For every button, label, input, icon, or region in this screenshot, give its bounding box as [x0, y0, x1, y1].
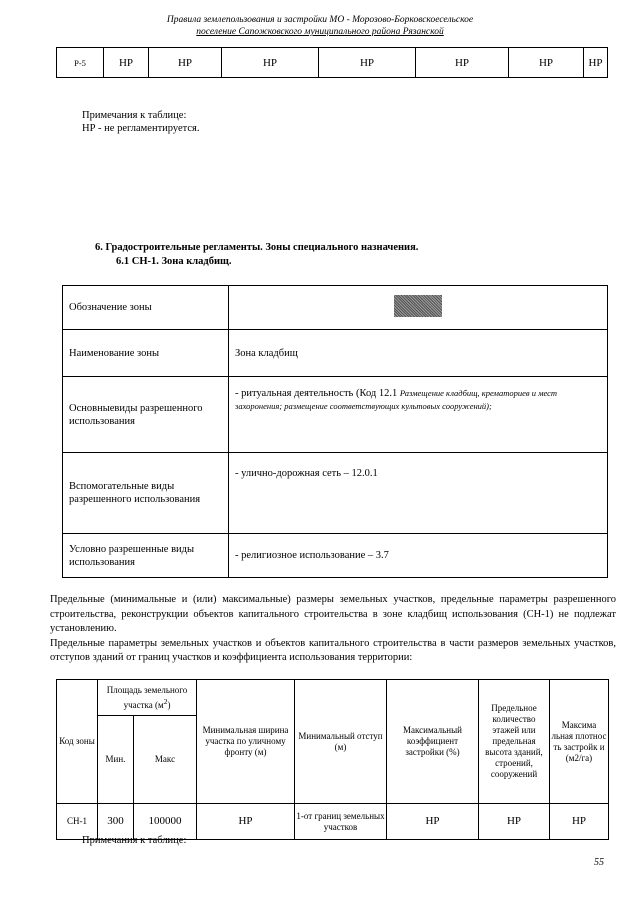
header-max-floors: Предельное количество этажей или предельная высота зданий, строений, сооружений [479, 680, 550, 804]
table-cell: НР [222, 48, 319, 78]
page-header [0, 14, 640, 38]
zone-symbol-stamp [394, 295, 442, 317]
header-max-density: Максима льная плотнос ть застройк и (м2/га) [550, 680, 609, 804]
zone-designation-value [229, 286, 608, 330]
auxiliary-uses-label: Вспомогательные виды разрешенного использования [63, 453, 229, 534]
header-max-coef: Максимальный коэффициент застройки (%) [387, 680, 479, 804]
body-text [50, 593, 616, 666]
table-row [63, 453, 608, 534]
cell-max-floors: НР [479, 804, 550, 840]
zone-table [62, 285, 608, 578]
table-cell: НР [319, 48, 416, 78]
main-uses-value [229, 377, 608, 453]
table-cell: НР [416, 48, 509, 78]
header-max: Макс [134, 716, 197, 804]
table-row [63, 534, 608, 578]
cell-max-density: НР [550, 804, 609, 840]
header-line-1: Правила землепользования и застройки МО - Морозово-Борковскоесельское [166, 15, 474, 25]
table-row [63, 330, 608, 377]
header-area-close: ) [167, 699, 171, 710]
main-uses-note: Размещение кладбищ, крематориев и мест захоронения; размещение соответствующих культовых сооружений); [235, 388, 558, 411]
cell-min-setback: 1-от границ земельных участков [295, 804, 387, 840]
table-row [63, 377, 608, 453]
top-table [56, 47, 608, 78]
header-line-2: поселение Сапожковского муниципального района Рязанской [196, 27, 444, 37]
zone-name-value: Зона кладбищ [229, 330, 608, 377]
table-cell: НР [104, 48, 149, 78]
header-code: Код зоны [57, 680, 98, 804]
header-min-width: Минимальная ширина участка по уличному фронту (м) [197, 680, 295, 804]
header-area [98, 680, 197, 716]
zone-code-cell: Р-5 [57, 48, 104, 78]
conditional-uses-value: - религиозное использование – 3.7 [229, 534, 608, 578]
table-cell: НР [149, 48, 222, 78]
zone-name-label: Наименование зоны [63, 330, 229, 377]
section-heading [95, 241, 418, 269]
cell-max-coef: НР [387, 804, 479, 840]
cell-code: СН-1 [57, 804, 98, 840]
page-number: 55 [594, 857, 604, 868]
parameters-table [56, 679, 609, 840]
header-area-text: Площадь земельного участка (м [106, 684, 188, 710]
header-area-sup: 2 [163, 696, 168, 706]
paragraph-2: Предельные параметры земельных участков и объектов капитального строительства в части размеров земельных участков, отступов зданий от границ участков и коэффициента использования территории: [50, 637, 616, 663]
cell-min-width: НР [197, 804, 295, 840]
table-cell: НР [584, 48, 608, 78]
notes-title: Примечания к таблице: [82, 110, 187, 121]
conditional-uses-label: Условно разрешенные виды использования [63, 534, 229, 578]
table-cell: НР [509, 48, 584, 78]
paragraph-1: Предельные (минимальные и (или) максимальные) размеры земельных участков, предельные параметры разрешенного строительства, реконструкции объектов капитального строительства в зоне кладбищ использования (СН-1) не подлежат установлению. [50, 594, 616, 634]
main-uses-text: - ритуальная деятельность (Код 12.1 [235, 388, 398, 399]
section-subtitle: 6.1 СН-1. Зона кладбищ. [116, 256, 232, 267]
header-min-setback: Минимальный отступ (м) [295, 680, 387, 804]
table-row [63, 286, 608, 330]
table-notes [82, 109, 200, 135]
zone-designation-label: Обозначение зоны [63, 286, 229, 330]
main-uses-label: Основныевиды разрешенного использования [63, 377, 229, 453]
header-min: Мин. [98, 716, 134, 804]
auxiliary-uses-value: - улично-дорожная сеть – 12.0.1 [229, 453, 608, 534]
section-title: 6. Градостроительные регламенты. Зоны специального назначения. [95, 242, 419, 253]
table-header-row [57, 680, 609, 716]
cell-max: 100000 [134, 804, 197, 840]
notes-text: НР - не регламентируется. [82, 123, 200, 134]
cell-min: 300 [98, 804, 134, 840]
table-notes-2: Примечания к таблице: [82, 835, 187, 846]
table-row [57, 48, 608, 78]
